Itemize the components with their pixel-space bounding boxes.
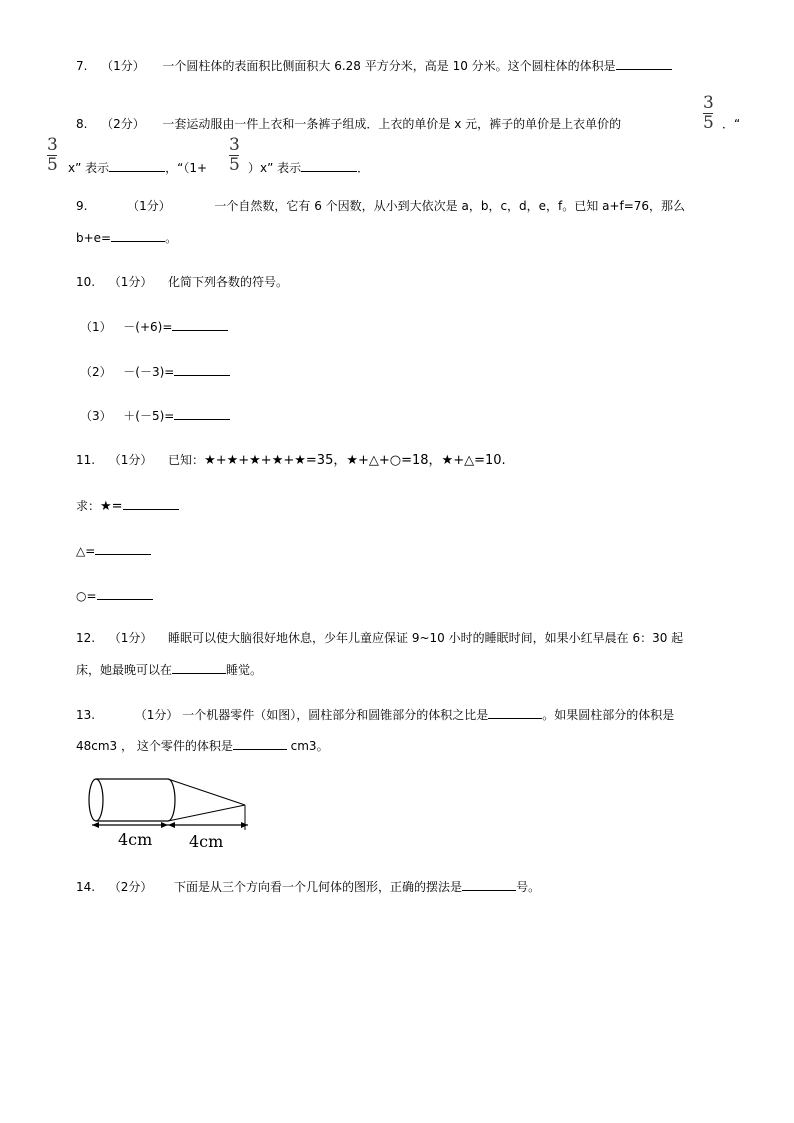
machine-part-figure — [80, 775, 260, 855]
question-number: 9. — [76, 199, 88, 213]
question-14: 14. （2分） 下面是从三个方向看一个几何体的图形，正确的摆法是 号。 — [76, 880, 541, 894]
question-number: 11. — [76, 453, 96, 467]
question-10 — [76, 274, 288, 290]
question-text: 已知： — [168, 453, 205, 467]
answer-blank[interactable] — [172, 318, 228, 331]
question-13-line-2: 48cm3 ， 这个零件的体积是 cm3。 — [76, 739, 329, 753]
fraction-three-fifths: 3 5 — [229, 135, 240, 175]
question-text: 一套运动服由一件上衣和一条裤子组成．上衣的单价是 x 元，裤子的单价是上衣单价的 — [162, 117, 622, 131]
sub-item-2: （2） －(－3)= — [80, 363, 230, 380]
fraction-three-fifths: 3 5 — [703, 93, 714, 133]
answer-blank[interactable] — [172, 661, 226, 674]
question-number: 10. — [76, 275, 96, 289]
question-12-line-2: 床，她最晚可以在 睡觉。 — [76, 663, 263, 677]
question-score: （2分） — [101, 117, 145, 131]
sub-item-3: （3） ＋(－5)= — [80, 407, 230, 424]
question-13: 13. （1分） 一个机器零件（如图），圆柱部分和圆锥部分的体积之比是 。如果圆柱部分的体积是 — [76, 708, 675, 722]
question-score: （1分） — [108, 631, 153, 645]
question-8-line-2b: ）x” 表示 ． — [248, 161, 370, 175]
question-9 — [76, 198, 685, 214]
answer-blank[interactable] — [111, 229, 165, 242]
question-score: （1分） — [108, 275, 153, 289]
question-9-line-2: b+e= 。 — [76, 231, 178, 245]
question-8 — [76, 116, 621, 132]
question-score: （1分） — [127, 199, 171, 213]
dimension-label-cone: 4cm — [189, 832, 224, 851]
dimension-label-cylinder: 4cm — [118, 830, 153, 849]
question-7 — [76, 57, 672, 74]
answer-blank[interactable] — [301, 159, 357, 172]
cone-bottom-edge — [168, 805, 245, 821]
question-text: 下面是从三个方向看一个几何体的图形，正确的摆法是 — [174, 880, 463, 894]
ask-circle: ○= — [76, 587, 153, 604]
question-text: 一个机器零件（如图），圆柱部分和圆锥部分的体积之比是 — [182, 708, 489, 722]
question-8-line-2: x” 表示 ，“（1+ — [68, 161, 208, 175]
question-number: 12. — [76, 631, 96, 645]
arrow-mid-left — [161, 822, 168, 828]
question-score: （1分） — [134, 708, 179, 722]
answer-blank[interactable] — [109, 159, 165, 172]
arrow-left — [92, 822, 99, 828]
equation-text: ★+★+★+★+★=35，★+△+○=18，★+△=10. — [204, 453, 506, 468]
answer-blank[interactable] — [462, 878, 516, 891]
answer-blank[interactable] — [97, 587, 153, 600]
cylinder-left-end — [89, 779, 103, 821]
question-number: 14. — [76, 880, 96, 894]
fraction-three-fifths: 3 5 — [47, 135, 58, 175]
ask-star: 求：★= — [76, 497, 179, 515]
question-number: 13. — [76, 708, 96, 722]
answer-blank[interactable] — [233, 737, 287, 750]
question-number: 7. — [76, 59, 88, 73]
question-12 — [76, 630, 683, 646]
cone-top-edge — [168, 779, 245, 805]
question-text: 睡眠可以使大脑很好地休息，少年儿童应保证 9~10 小时的睡眠时间，如果小红早晨在 6：30 起 — [168, 631, 684, 645]
question-text: ．“ — [722, 117, 741, 131]
question-score: （2分） — [108, 880, 153, 894]
question-number: 8. — [76, 117, 88, 131]
answer-blank[interactable] — [174, 407, 230, 420]
answer-blank[interactable] — [174, 363, 230, 376]
question-score: （1分） — [101, 59, 145, 73]
answer-blank[interactable] — [616, 57, 672, 70]
cylinder-right-end — [168, 779, 175, 821]
question-text: 一个圆柱体的表面积比侧面积大 6.28 平方分米，高是 10 分米。这个圆柱体的体积是 — [162, 59, 616, 73]
arrow-mid-right — [168, 822, 175, 828]
ask-triangle: △= — [76, 542, 151, 559]
question-score: （1分） — [108, 453, 153, 467]
answer-blank[interactable] — [488, 706, 542, 719]
question-text: 化简下列各数的符号。 — [168, 275, 289, 289]
answer-blank[interactable] — [95, 542, 151, 555]
question-11 — [76, 452, 506, 469]
sub-item-1: （1） －(+6)= — [80, 318, 228, 335]
answer-blank[interactable] — [123, 497, 179, 510]
question-text: 一个自然数，它有 6 个因数，从小到大依次是 a，b，c，d，e，f。已知 a+f=76，那么 — [214, 199, 686, 213]
